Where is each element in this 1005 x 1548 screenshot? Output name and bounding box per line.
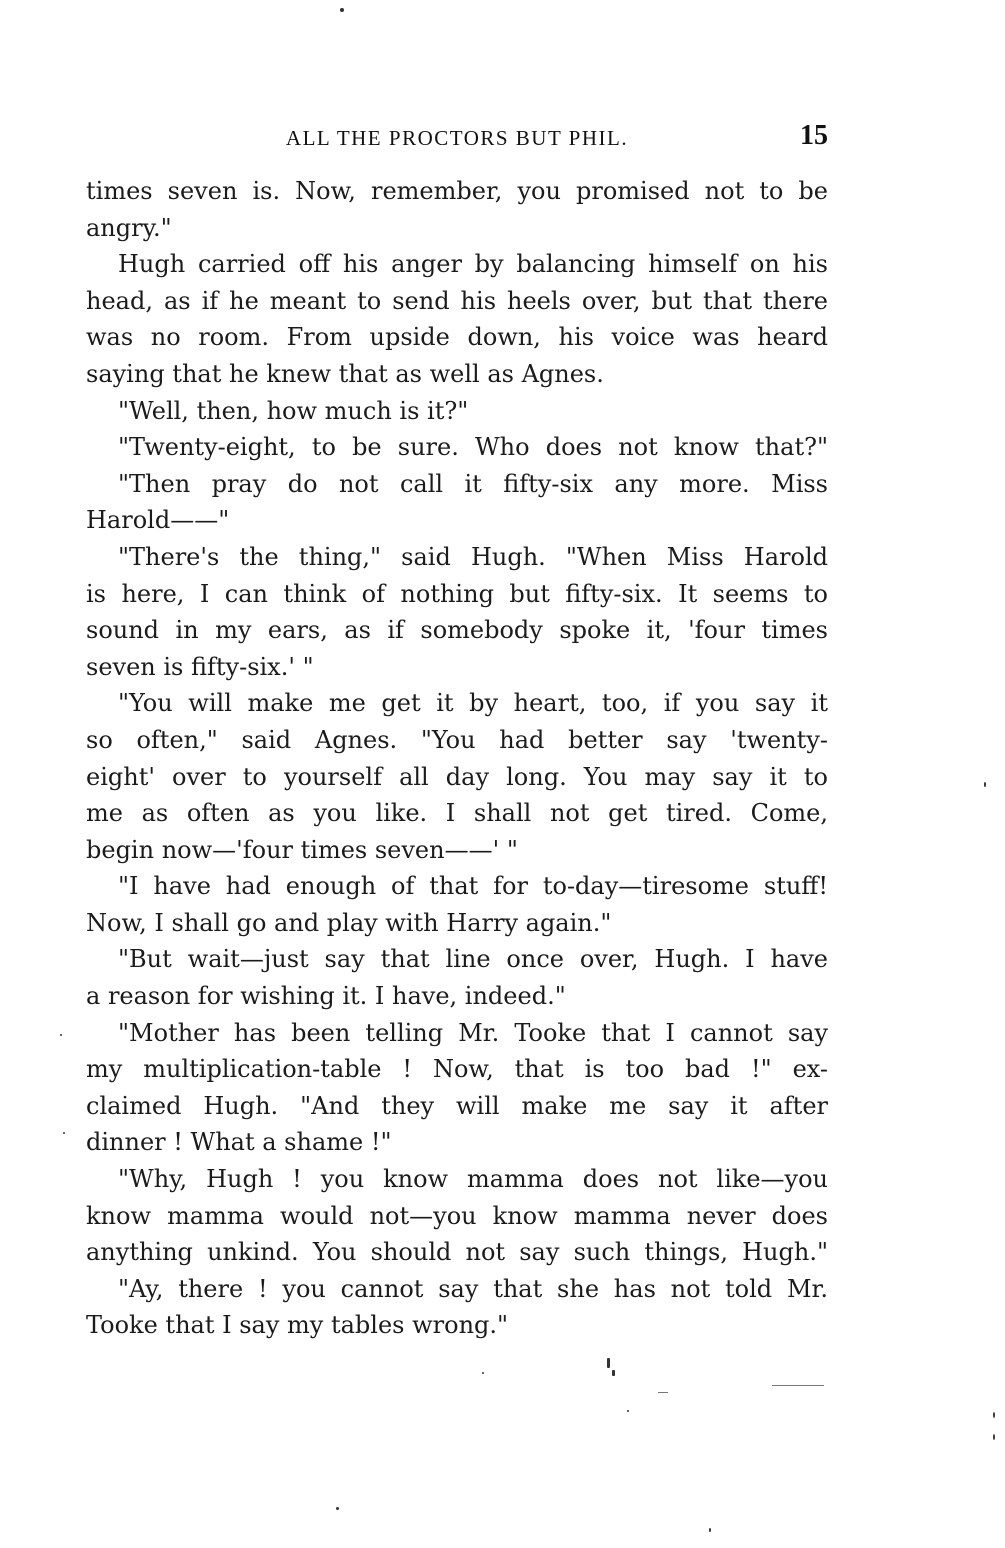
text-line: Tooke that I say my tables wrong." bbox=[86, 1311, 509, 1340]
text-line: head, as if he meant to send his heels over, but that there bbox=[86, 286, 828, 315]
text-line: times seven is. Now, remember, you promised not to be bbox=[86, 177, 828, 205]
scan-speck bbox=[607, 1358, 610, 1368]
scan-speck bbox=[984, 782, 986, 787]
text-line: "There's the thing," said Hugh. "When Miss Harold bbox=[118, 542, 828, 571]
text-line: my multiplication-table ! Now, that is too bad !" ex- bbox=[86, 1055, 828, 1084]
page-number: 15 bbox=[800, 120, 828, 151]
scan-speck bbox=[482, 1372, 484, 1374]
text-line: eight' over to yourself all day long. You may say it to bbox=[86, 762, 828, 791]
text-line: "Twenty-eight, to be sure. Who does not know that?" bbox=[118, 433, 828, 462]
text-line: so often," said Agnes. "You had better say 'twenty- bbox=[86, 725, 828, 754]
scan-speck bbox=[709, 1528, 711, 1532]
text-line: "You will make me get it by heart, too, if you say it bbox=[118, 689, 828, 718]
text-line: saying that he knew that as well as Agnes. bbox=[86, 359, 604, 388]
scan-speck bbox=[60, 1034, 62, 1036]
text-line: seven is fifty-six.' " bbox=[86, 652, 314, 681]
scan-speck bbox=[336, 1507, 339, 1510]
text-line: "But wait—just say that line once over, Hugh. I have bbox=[118, 945, 828, 974]
text-line: "Mother has been telling Mr. Tooke that I cannot say bbox=[118, 1018, 828, 1047]
scan-speck bbox=[63, 1132, 65, 1134]
scan-speck bbox=[627, 1410, 629, 1412]
text-line: me as often as you like. I shall not get tired. Come, bbox=[86, 799, 828, 828]
text-line: Hugh carried off his anger by balancing himself on his bbox=[118, 250, 828, 279]
text-line: angry." bbox=[86, 213, 172, 242]
text-line: Now, I shall go and play with Harry again." bbox=[86, 908, 612, 937]
text-line: Harold——" bbox=[86, 506, 230, 535]
text-line: "Then pray do not call it fifty-six any more. Miss bbox=[118, 469, 828, 498]
scan-speck bbox=[993, 1434, 995, 1440]
running-title: ALL THE PROCTORS BUT PHIL. bbox=[285, 126, 629, 150]
text-line: claimed Hugh. "And they will make me say it after bbox=[86, 1091, 828, 1120]
body-text bbox=[86, 173, 828, 1344]
text-line: "Well, then, how much is it?" bbox=[118, 396, 469, 425]
scan-speck bbox=[993, 1412, 995, 1418]
scan-dash bbox=[658, 1392, 668, 1393]
text-line: begin now—'four times seven——' " bbox=[86, 835, 518, 864]
text-line: anything unkind. You should not say such things, Hugh." bbox=[86, 1238, 828, 1267]
scan-dash bbox=[772, 1385, 824, 1386]
text-line: "I have had enough of that for to-day—tiresome stuff! bbox=[118, 872, 828, 901]
text-line: is here, I can think of nothing but fifty-six. It seems to bbox=[86, 579, 828, 608]
text-line: was no room. From upside down, his voice was heard bbox=[86, 323, 828, 352]
running-head bbox=[86, 120, 828, 160]
text-line: know mamma would not—you know mamma never does bbox=[86, 1201, 828, 1230]
scan-speck bbox=[340, 8, 344, 12]
scan-speck bbox=[612, 1370, 615, 1376]
text-line: sound in my ears, as if somebody spoke it, 'four times bbox=[86, 616, 828, 645]
text-line: dinner ! What a shame !" bbox=[86, 1128, 392, 1157]
text-line: a reason for wishing it. I have, indeed." bbox=[86, 982, 566, 1011]
text-line: "Ay, there ! you cannot say that she has not told Mr. bbox=[118, 1274, 828, 1303]
text-line: "Why, Hugh ! you know mamma does not like—you bbox=[118, 1165, 828, 1194]
